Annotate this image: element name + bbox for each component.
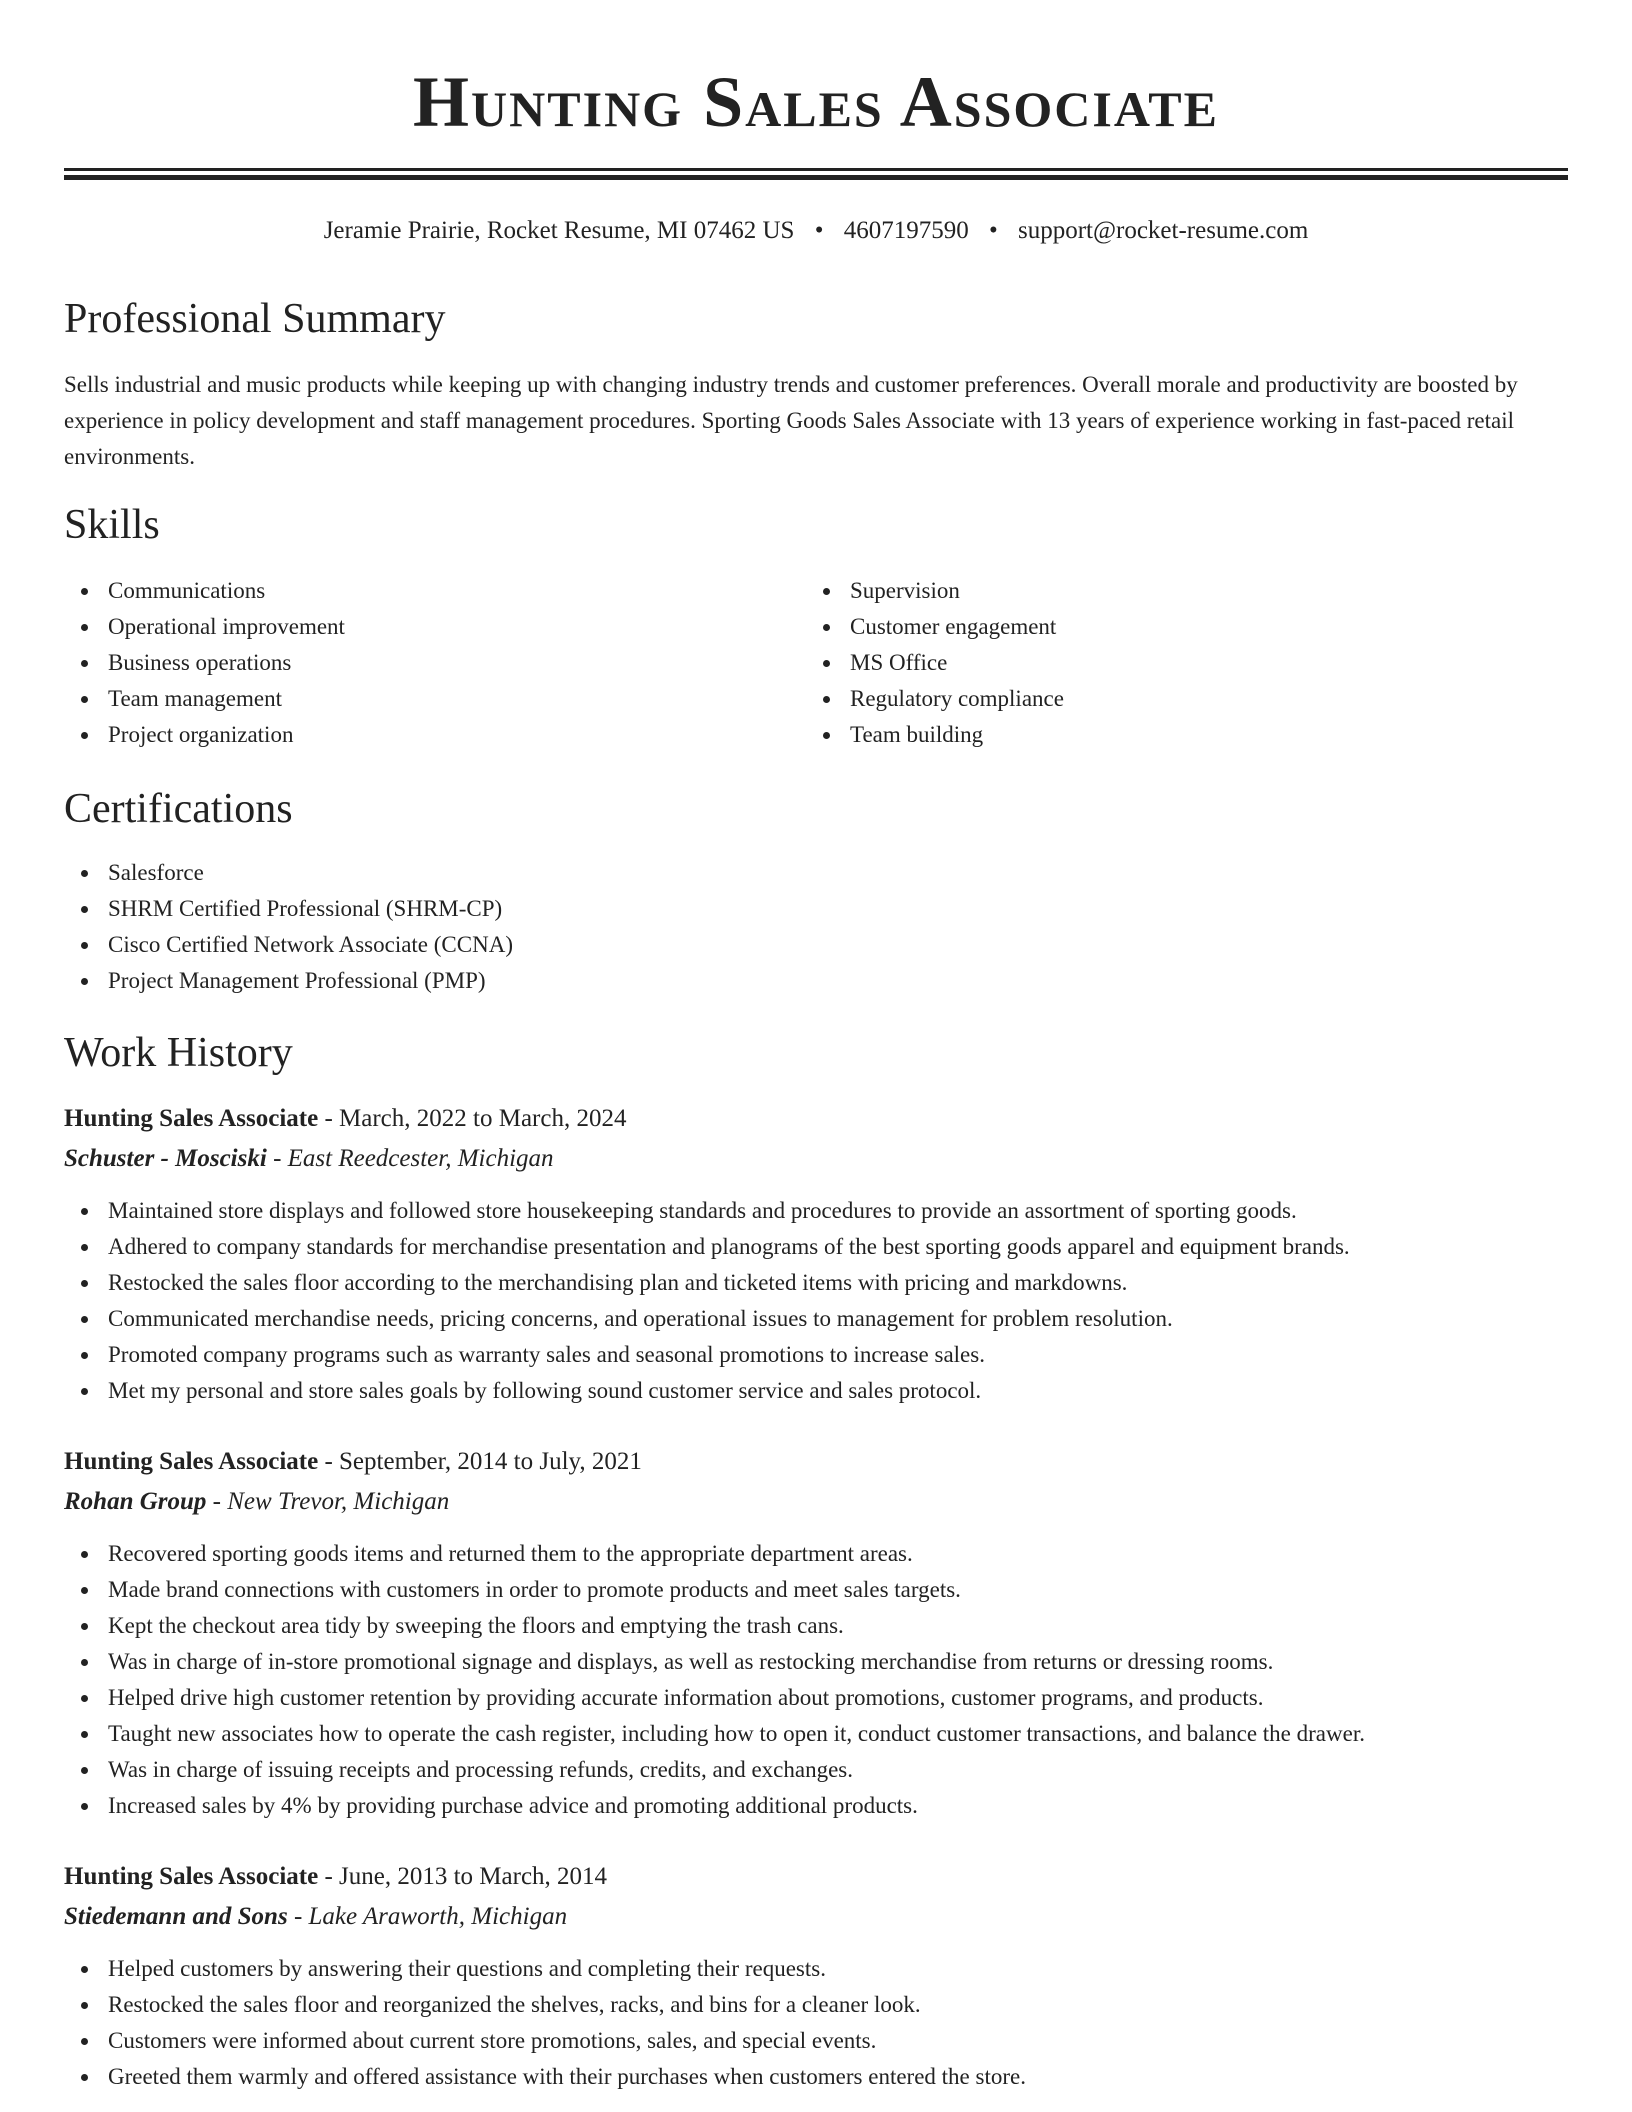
job-title-line	[64, 1099, 626, 1139]
title-divider-thick	[64, 175, 1568, 180]
job-employer-line	[64, 1482, 449, 1522]
contact-separator: •	[814, 217, 824, 244]
job-duties-list	[64, 1193, 1350, 1409]
summary-text: Sells industrial and music products while keeping up with changing industry trends and customer preferences. Overall morale and productivity are boosted by experience in policy development and staff management procedures. Sporting Goods Sales Associate with 13 years of experience working in fast-paced retail environments.	[64, 372, 1518, 469]
job-title-line	[64, 1857, 607, 1897]
job-duty: Increased sales by 4% by providing purchase advice and promoting additional products.	[64, 1788, 1365, 1824]
summary-heading: Professional Summary	[64, 296, 446, 342]
job-duty: Customers were informed about current store promotions, sales, and special events.	[64, 2023, 1026, 2059]
skill-item: Regulatory compliance	[806, 681, 1064, 717]
job-duty: Taught new associates how to operate the cash register, including how to open it, conduct customer transactions, and balance the drawer.	[64, 1716, 1365, 1752]
contact-address: Jeramie Prairie, Rocket Resume, MI 07462 US	[323, 217, 795, 244]
job-duty: Greeted them warmly and offered assistance with their purchases when customers entered the store.	[64, 2059, 1026, 2095]
certifications-heading: Certifications	[64, 786, 293, 832]
certification-item: Cisco Certified Network Associate (CCNA)	[64, 927, 513, 963]
job-dates: - June, 2013 to March, 2014	[318, 1863, 608, 1890]
job-duties-list	[64, 1951, 1026, 2095]
skill-item: MS Office	[806, 645, 1064, 681]
job-employer-line	[64, 1897, 567, 1937]
job-duty: Communicated merchandise needs, pricing concerns, and operational issues to management for problem resolution.	[64, 1301, 1350, 1337]
job-title-line	[64, 1442, 642, 1482]
job-location: - New Trevor, Michigan	[206, 1488, 450, 1515]
skills-list-left	[64, 573, 345, 753]
job-duty: Restocked the sales floor and reorganized the shelves, racks, and bins for a cleaner look.	[64, 1987, 1026, 2023]
job-location: - East Reedcester, Michigan	[266, 1145, 554, 1172]
job-duty: Was in charge of issuing receipts and processing refunds, credits, and exchanges.	[64, 1752, 1365, 1788]
certification-item: Salesforce	[64, 855, 513, 891]
contact-phone: 4607197590	[843, 217, 969, 244]
job-duty: Restocked the sales floor according to the merchandising plan and ticketed items with pricing and markdowns.	[64, 1265, 1350, 1301]
job-duties-list	[64, 1536, 1365, 1824]
job-title: Hunting Sales Associate	[64, 1105, 319, 1132]
certification-item: SHRM Certified Professional (SHRM-CP)	[64, 891, 513, 927]
job-employer: Stiedemann and Sons	[64, 1903, 288, 1930]
skill-item: Operational improvement	[64, 609, 345, 645]
title-divider-thin	[64, 168, 1568, 171]
job-employer: Schuster - Mosciski	[64, 1145, 267, 1172]
certification-item: Project Management Professional (PMP)	[64, 963, 513, 999]
job-duty: Kept the checkout area tidy by sweeping the floors and emptying the trash cans.	[64, 1608, 1365, 1644]
skill-item: Business operations	[64, 645, 345, 681]
job-title: Hunting Sales Associate	[64, 1448, 319, 1475]
resume-page	[64, 0, 1568, 2089]
skill-item: Supervision	[806, 573, 1064, 609]
job-employer-line	[64, 1139, 554, 1179]
job-employer: Rohan Group	[64, 1488, 207, 1515]
skill-item: Project organization	[64, 717, 345, 753]
skill-item: Customer engagement	[806, 609, 1064, 645]
job-duty: Met my personal and store sales goals by following sound customer service and sales protocol.	[64, 1373, 1350, 1409]
contact-line	[64, 214, 1568, 248]
skill-item: Team management	[64, 681, 345, 717]
job-duty: Promoted company programs such as warranty sales and seasonal promotions to increase sales.	[64, 1337, 1350, 1373]
resume-title: Hunting Sales Associate	[413, 62, 1219, 142]
job-dates: - September, 2014 to July, 2021	[318, 1448, 642, 1475]
job-duty: Helped customers by answering their questions and completing their requests.	[64, 1951, 1026, 1987]
contact-separator: •	[988, 217, 998, 244]
contact-email: support@rocket-resume.com	[1017, 217, 1309, 244]
job-location: - Lake Araworth, Michigan	[287, 1903, 568, 1930]
skills-heading: Skills	[64, 502, 160, 548]
job-duty: Helped drive high customer retention by providing accurate information about promotions, customer programs, and products.	[64, 1680, 1365, 1716]
certifications-list	[64, 855, 513, 999]
job-duty: Adhered to company standards for merchandise presentation and planograms of the best sporting goods apparel and equipment brands.	[64, 1229, 1350, 1265]
job-duty: Recovered sporting goods items and returned them to the appropriate department areas.	[64, 1536, 1365, 1572]
job-dates: - March, 2022 to March, 2024	[318, 1105, 627, 1132]
job-duty: Maintained store displays and followed store housekeeping standards and procedures to provide an assortment of sporting goods.	[64, 1193, 1350, 1229]
skill-item: Team building	[806, 717, 1064, 753]
skills-list-right	[806, 573, 1064, 753]
job-duty: Made brand connections with customers in order to promote products and meet sales targets.	[64, 1572, 1365, 1608]
job-title: Hunting Sales Associate	[64, 1863, 319, 1890]
work-history-heading: Work History	[64, 1030, 293, 1076]
job-duty: Was in charge of in-store promotional signage and displays, as well as restocking merchandise from returns or dressing rooms.	[64, 1644, 1365, 1680]
skill-item: Communications	[64, 573, 345, 609]
